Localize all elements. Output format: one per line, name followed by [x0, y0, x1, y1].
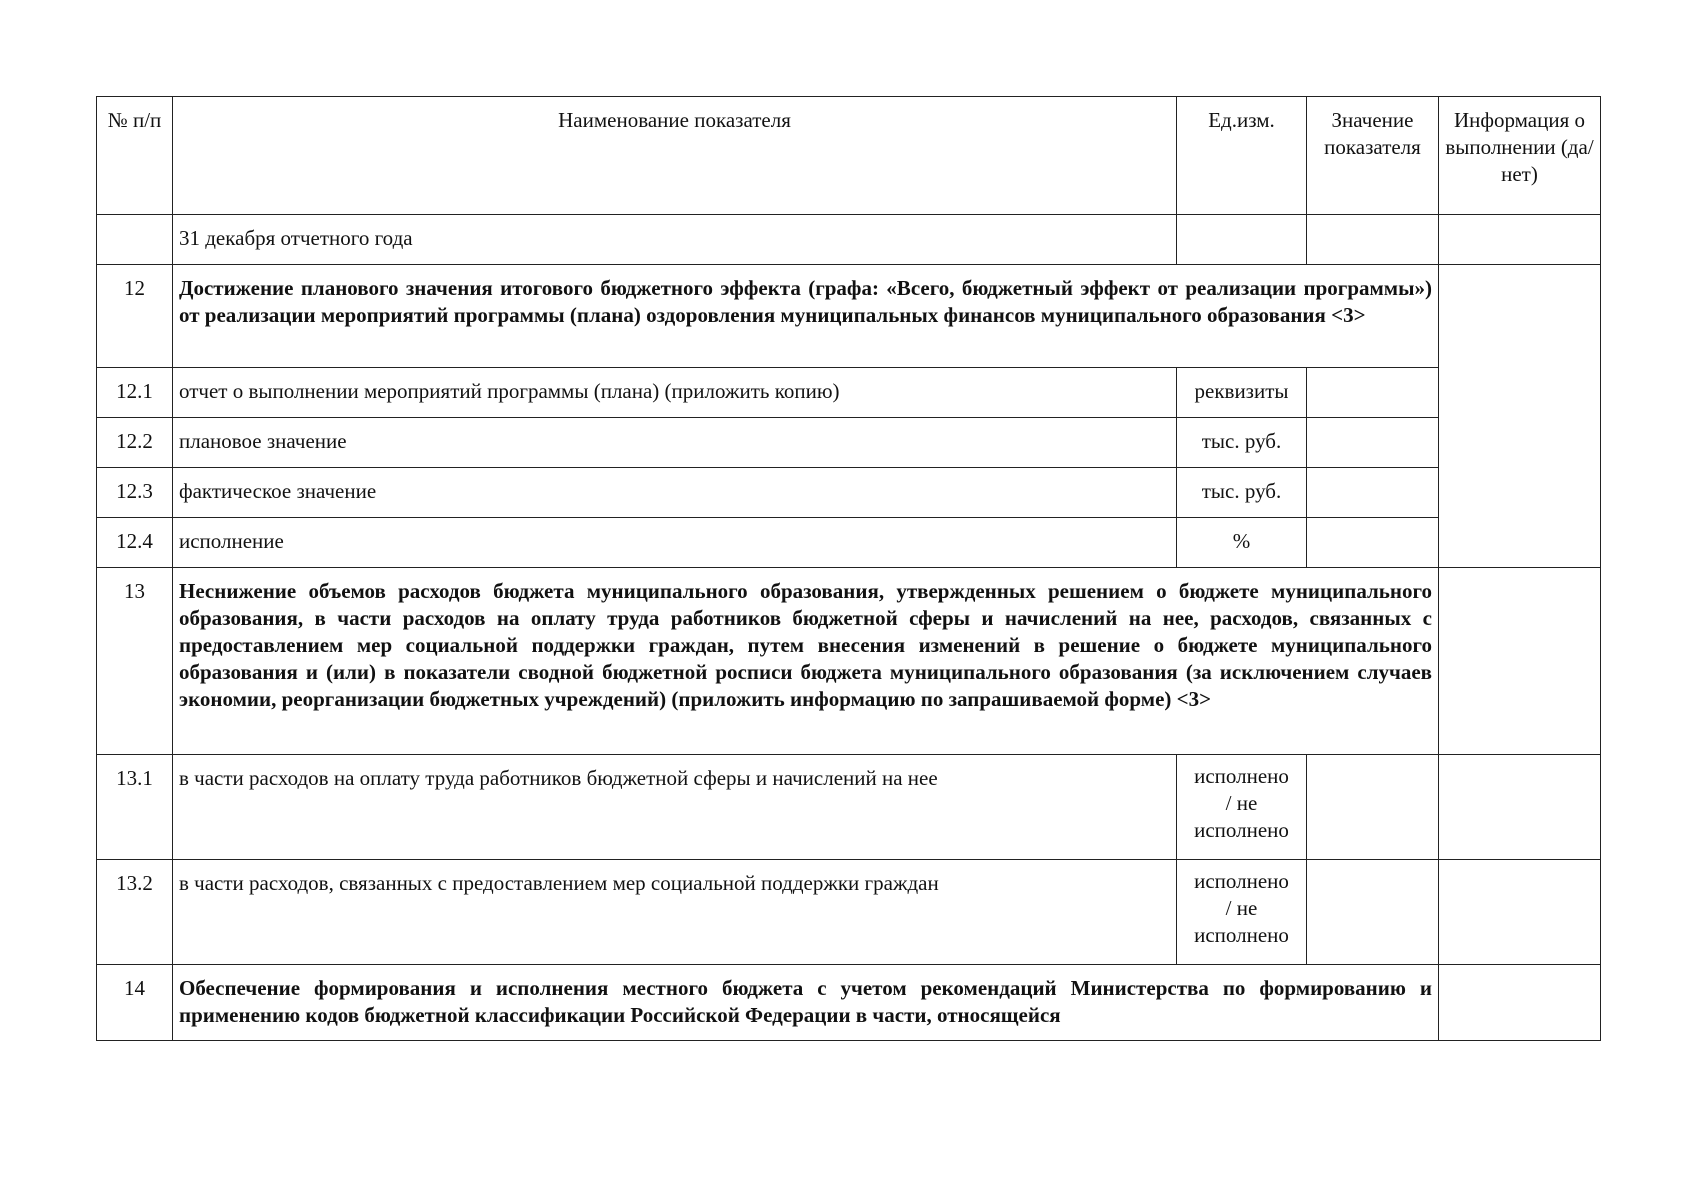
unit-line: исполнено	[1194, 818, 1289, 842]
unit-line: исполнено	[1194, 764, 1289, 788]
cell-num	[97, 860, 173, 965]
cell-name	[173, 418, 1177, 468]
header-info: Информация о выполнении (да/ нет)	[1439, 97, 1601, 215]
cell-info	[1439, 755, 1601, 860]
cell-unit	[1177, 518, 1307, 568]
unit-text: тыс. руб.	[1201, 479, 1282, 503]
indicators-table	[96, 96, 1601, 1041]
unit-line: исполнено	[1194, 869, 1289, 893]
cell-num	[97, 518, 173, 568]
cell-info	[1439, 568, 1601, 755]
table-row-14	[97, 965, 1601, 1041]
cell-unit	[1177, 755, 1307, 860]
cell-num	[97, 215, 173, 265]
cell-name	[173, 568, 1439, 755]
table-row	[97, 215, 1601, 265]
row-text: Достижение планового значения итогового бюджетного эффекта (графа: «Всего, бюджетный эффект от реализации программы») от реализации мероприятий программы (плана) оздоровления муниципальных финансов муниципального образования <3>	[179, 276, 1432, 327]
cell-unit	[1177, 468, 1307, 518]
row-number: 13	[124, 579, 145, 603]
cell-info	[1439, 965, 1601, 1041]
cell-info	[1439, 860, 1601, 965]
header-value: Значение показателя	[1307, 97, 1439, 215]
cell-unit	[1177, 215, 1307, 265]
unit-text: реквизиты	[1194, 379, 1289, 403]
cell-name	[173, 368, 1177, 418]
row-text: исполнение	[179, 529, 284, 553]
row-number: 12.2	[116, 429, 153, 453]
unit-line: исполнено	[1194, 923, 1289, 947]
unit-text: тыс. руб.	[1201, 429, 1282, 453]
row-number: 12.4	[116, 529, 153, 553]
row-number: 13.2	[116, 871, 153, 895]
cell-value	[1307, 755, 1439, 860]
unit-text: %	[1232, 529, 1251, 553]
cell-num	[97, 755, 173, 860]
cell-value	[1307, 518, 1439, 568]
unit-text	[1177, 755, 1306, 844]
table-row-13	[97, 568, 1601, 755]
cell-name	[173, 215, 1177, 265]
row-text: в части расходов, связанных с предоставлением мер социальной поддержки граждан	[179, 871, 939, 895]
cell-unit	[1177, 418, 1307, 468]
cell-num	[97, 568, 173, 755]
table-header-row	[97, 97, 1601, 215]
cell-value	[1307, 468, 1439, 518]
cell-unit	[1177, 368, 1307, 418]
cell-name	[173, 265, 1439, 368]
table-row-12	[97, 265, 1601, 368]
cell-name	[173, 965, 1439, 1041]
cell-info	[1439, 215, 1601, 265]
header-num: № п/п	[97, 97, 173, 215]
cell-name	[173, 755, 1177, 860]
row-number: 13.1	[116, 766, 153, 790]
table-row-13-2	[97, 860, 1601, 965]
row-number: 12	[124, 276, 145, 300]
cell-value	[1307, 860, 1439, 965]
table-row-12-4	[97, 518, 1601, 568]
cell-num	[97, 965, 173, 1041]
table-row-12-1	[97, 368, 1601, 418]
cell-name	[173, 518, 1177, 568]
header-unit: Ед.изм.	[1177, 97, 1307, 215]
unit-text	[1177, 860, 1306, 949]
cell-name	[173, 860, 1177, 965]
row-text: Обеспечение формирования и исполнения местного бюджета с учетом рекомендаций Министерства по формированию и применению кодов бюджетной классификации Российской Федерации в части, относящейся	[179, 976, 1432, 1027]
cell-value	[1307, 368, 1439, 418]
cell-info	[1439, 265, 1601, 568]
row-text: отчет о выполнении мероприятий программы (плана) (приложить копию)	[179, 379, 840, 403]
unit-line: / не	[1225, 896, 1258, 920]
row-text: 31 декабря отчетного года	[179, 226, 413, 250]
cell-num	[97, 468, 173, 518]
header-name: Наименование показателя	[173, 97, 1177, 215]
unit-line: / не	[1225, 791, 1258, 815]
cell-num	[97, 368, 173, 418]
row-number: 12.1	[116, 379, 153, 403]
cell-value	[1307, 215, 1439, 265]
table-row-12-3	[97, 468, 1601, 518]
cell-name	[173, 468, 1177, 518]
table-row-13-1	[97, 755, 1601, 860]
row-text: в части расходов на оплату труда работников бюджетной сферы и начислений на нее	[179, 766, 938, 790]
row-number: 14	[124, 976, 145, 1000]
row-number: 12.3	[116, 479, 153, 503]
table-row-12-2	[97, 418, 1601, 468]
cell-unit	[1177, 860, 1307, 965]
row-text: Неснижение объемов расходов бюджета муниципального образования, утвержденных решением о бюджете муниципального образования, в части расходов на оплату труда работников бюджетной сферы и начислений на нее, расходов, связанных с предоставлением мер социальной поддержки граждан, путем внесения изменений в решение о бюджете муниципального образования и (или) в показатели сводной бюджетной росписи бюджета муниципального образования (за исключением случаев экономии, реорганизации бюджетных учреждений) (приложить информацию по запрашиваемой форме) <3>	[179, 579, 1432, 711]
row-text: плановое значение	[179, 429, 347, 453]
cell-num	[97, 265, 173, 368]
cell-value	[1307, 418, 1439, 468]
row-text: фактическое значение	[179, 479, 377, 503]
cell-num	[97, 418, 173, 468]
